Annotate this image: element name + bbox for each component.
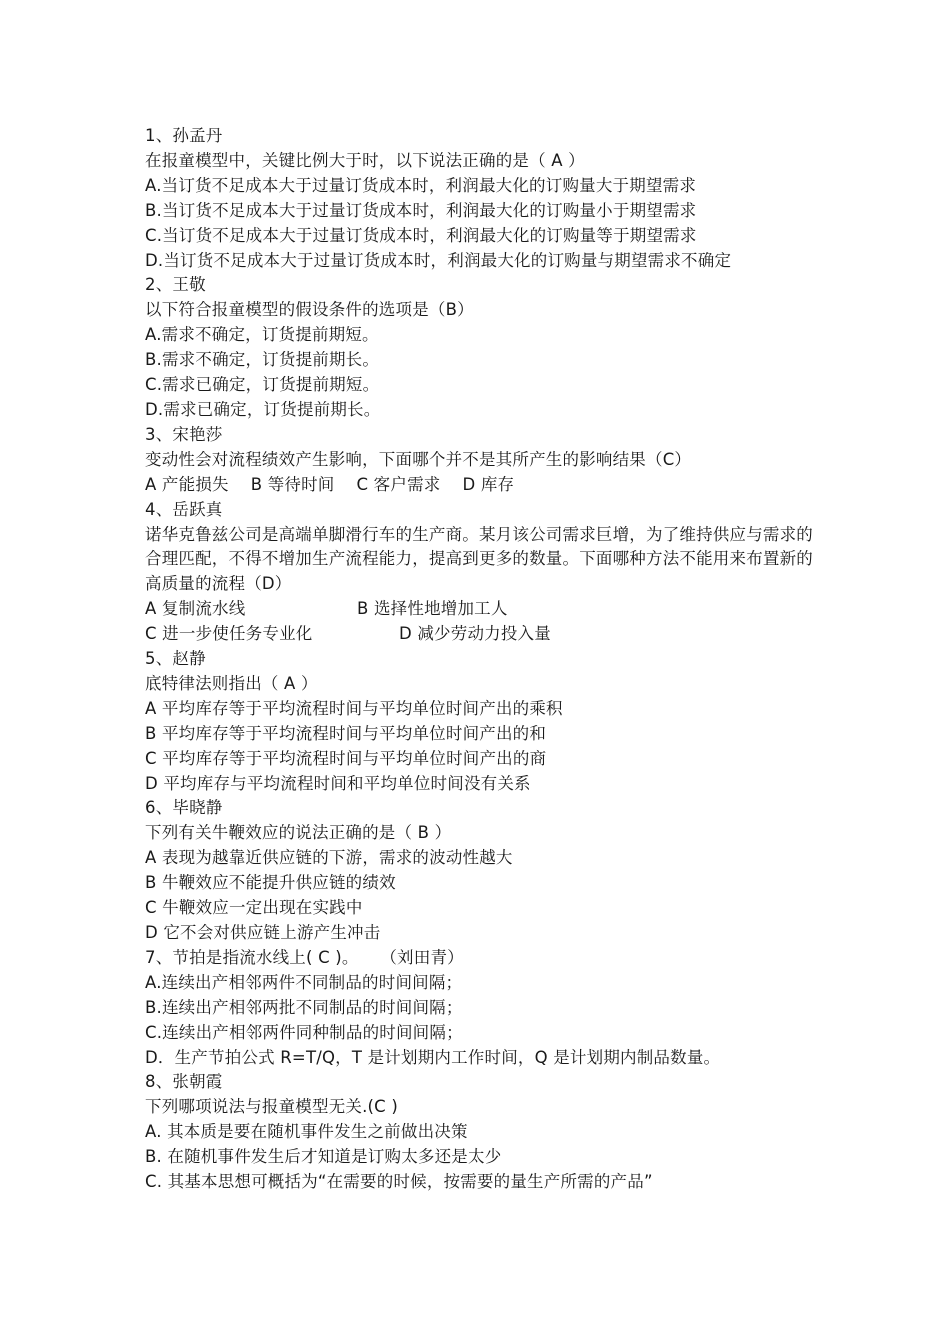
option-b: B 牛鞭效应不能提升供应链的绩效: [145, 873, 396, 893]
option-b: B 平均库存等于平均流程时间与平均单位时间产出的和: [145, 723, 547, 743]
option-c: C 客户需求: [356, 474, 441, 494]
question-header: 4、岳跃真: [145, 499, 223, 519]
option-a: A.当订货不足成本大于过量订货成本时，利润最大化的订购量大于期望需求: [145, 175, 697, 195]
question-stem: 在报童模型中，关键比例大于时，以下说法正确的是（ A ）: [145, 150, 585, 170]
option-a: A.连续出产相邻两件不同制品的时间间隔；: [145, 972, 463, 992]
option-d: D 减少劳动力投入量: [399, 624, 551, 644]
option-c: C.需求已确定，订货提前期短。: [145, 375, 380, 395]
option-a: A 复制流水线: [145, 599, 246, 619]
question-header: 3、宋艳莎: [145, 424, 223, 444]
question-4: [145, 498, 817, 647]
question-7: [145, 946, 817, 1071]
option-c: C 平均库存等于平均流程时间与平均单位时间产出的商: [145, 748, 547, 768]
option-c: C 进一步使任务专业化: [145, 624, 313, 644]
question-stem: 诺华克鲁兹公司是高端单脚滑行车的生产商。某月该公司需求巨增，为了维持供应与需求的合理匹配，不得不增加生产流程能力，提高到更多的数量。下面哪种方法不能用来布置新的高质量的流程（D）: [145, 524, 813, 594]
question-stem: 以下符合报童模型的假设条件的选项是（B）: [145, 300, 474, 320]
option-b: B 等待时间: [250, 474, 335, 494]
option-a: A 产能损失: [145, 474, 229, 494]
option-d: D 平均库存与平均流程时间和平均单位时间没有关系: [145, 773, 531, 793]
option-b: B.当订货不足成本大于过量订货成本时，利润最大化的订购量小于期望需求: [145, 200, 697, 220]
option-d: D．生产节拍公式 R=T/Q，T 是计划期内工作时间，Q 是计划期内制品数量。: [145, 1047, 721, 1067]
question-header: 6、毕晓静: [145, 798, 223, 818]
option-c: C. 其基本思想可概括为“在需要的时候，按需要的量生产所需的产品”: [145, 1172, 653, 1192]
question-stem: 下列有关牛鞭效应的说法正确的是（ B ）: [145, 823, 452, 843]
option-a: A 表现为越靠近供应链的下游，需求的波动性越大: [145, 848, 513, 868]
question-6: [145, 796, 817, 945]
option-d: D 库存: [462, 474, 515, 494]
document-page: [145, 124, 817, 1195]
question-1: [145, 124, 817, 273]
option-a: A 平均库存等于平均流程时间与平均单位时间产出的乘积: [145, 698, 563, 718]
question-header: 1、孙孟丹: [145, 126, 223, 145]
options-row-2: [145, 622, 817, 647]
option-a: A. 其本质是要在随机事件发生之前做出决策: [145, 1122, 468, 1142]
question-5: [145, 647, 817, 796]
option-c: C.当订货不足成本大于过量订货成本时，利润最大化的订购量等于期望需求: [145, 225, 697, 245]
question-header: 8、张朝霞: [145, 1072, 223, 1092]
option-b: B. 在随机事件发生后才知道是订购太多还是太少: [145, 1147, 502, 1167]
option-c: C 牛鞭效应一定出现在实践中: [145, 898, 363, 918]
option-c: C.连续出产相邻两件同种制品的时间间隔；: [145, 1022, 463, 1042]
option-d: D.需求已确定，订货提前期长。: [145, 399, 381, 419]
question-stem: 下列哪项说法与报童模型无关.(C ): [145, 1097, 398, 1117]
option-d: D 它不会对供应链上游产生冲击: [145, 923, 381, 942]
option-b: B.需求不确定，订货提前期长。: [145, 350, 380, 370]
options-row-1: [145, 597, 817, 622]
option-a: A.需求不确定，订货提前期短。: [145, 325, 379, 345]
question-header: 7、节拍是指流水线上( C )。 （刘田青）: [145, 947, 464, 967]
question-stem: 底特律法则指出（ A ）: [145, 673, 318, 693]
question-header: 2、王敬: [145, 275, 206, 295]
options-row: [145, 473, 817, 498]
question-stem: 变动性会对流程绩效产生影响，下面哪个并不是其所产生的影响结果（C）: [145, 449, 692, 469]
option-b: B.连续出产相邻两批不同制品的时间间隔；: [145, 997, 463, 1017]
question-8: [145, 1070, 817, 1195]
option-d: D.当订货不足成本大于过量订货成本时，利润最大化的订购量与期望需求不确定: [145, 250, 732, 270]
question-2: [145, 273, 817, 422]
question-3: [145, 423, 817, 498]
option-b: B 选择性地增加工人: [357, 599, 508, 619]
question-header: 5、赵静: [145, 649, 206, 669]
